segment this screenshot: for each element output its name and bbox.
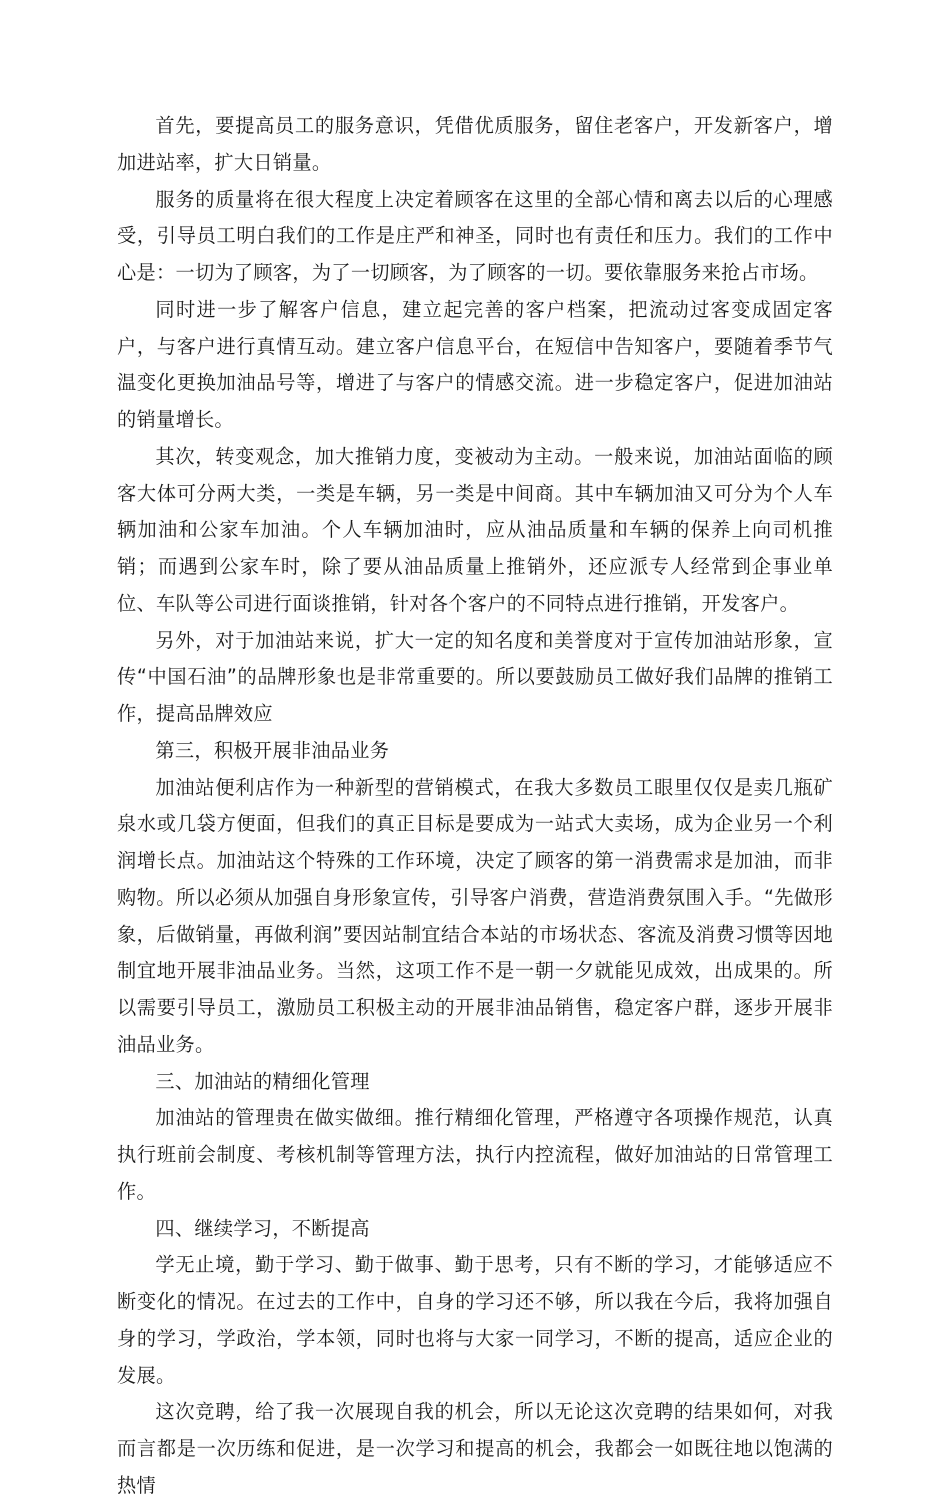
paragraph-customer-records: 同时进一步了解客户信息，建立起完善的客户档案，把流动过客变成固定客户，与客户进行真情互动。建立客户信息平台，在短信中告知客户，要随着季节气温变化更换加油品号等，增进了与客户的情感交流。进一步稳定客户，促进加油站的销量增长。 bbox=[117, 297, 833, 431]
paragraph-fine-management: 加油站的管理贵在做实做细。推行精细化管理，严格遵守各项操作规范，认真执行班前会制度、考核机制等管理方法，执行内控流程，做好加油站的日常管理工作。 bbox=[117, 1106, 833, 1203]
paragraph-competition-closing: 这次竞聘，给了我一次展现自我的机会，所以无论这次竞聘的结果如何，对我而言都是一次历练和促进，是一次学习和提高的机会，我都会一如既往地以饱满的热情 bbox=[117, 1400, 833, 1497]
paragraph-service-awareness: 首先，要提高员工的服务意识，凭借优质服务，留住老客户，开发新客户，增加进站率，扩大日销量。 bbox=[117, 114, 833, 174]
heading-continuous-learning: 四、继续学习，不断提高 bbox=[155, 1216, 370, 1240]
paragraph-active-marketing: 其次，转变观念，加大推销力度，变被动为主动。一般来说，加油站面临的顾客大体可分两大类，一类是车辆，另一类是中间商。其中车辆加油又可分为个人车辆加油和公家车加油。个人车辆加油时，应从油品质量和车辆的保养上向司机推销；而遇到公家车时，除了要从油品质量上推销外，还应派专人经常到企事业单位、车队等公司进行面谈推销，针对各个客户的不同特点进行推销，开发客户。 bbox=[117, 444, 833, 615]
paragraph-convenience-store: 加油站便利店作为一种新型的营销模式，在我大多数员工眼里仅仅是卖几瓶矿泉水或几袋方便面，但我们的真正目标是要成为一站式大卖场，成为企业另一个利润增长点。加油站这个特殊的工作环境，决定了顾客的第一消费需求是加油，而非购物。所以必须从加强自身形象宣传，引导客户消费，营造消费氛围入手。“先做形象，后做销量，再做利润”要因站制宜结合本站的市场状态、客流及消费习惯等因地制宜地开展非油品业务。当然，这项工作不是一朝一夕就能见成效，出成果的。所以需要引导员工，激励员工积极主动的开展非油品销售，稳定客户群，逐步开展非油品业务。 bbox=[117, 775, 833, 1056]
paragraph-continuous-learning: 学无止境，勤于学习、勤于做事、勤于思考，只有不断的学习，才能够适应不断变化的情况。在过去的工作中，自身的学习还不够，所以我在今后，我将加强自身的学习，学政治，学本领，同时也将与大家一同学习，不断的提高，适应企业的发展。 bbox=[117, 1253, 833, 1387]
paragraph-service-quality: 服务的质量将在很大程度上决定着顾客在这里的全部心情和离去以后的心理感受，引导员工明白我们的工作是庄严和神圣，同时也有责任和压力。我们的工作中心是：一切为了顾客，为了一切顾客，为了顾客的一切。要依靠服务来抢占市场。 bbox=[117, 187, 833, 284]
paragraph-brand-image: 另外，对于加油站来说，扩大一定的知名度和美誉度对于宣传加油站形象，宣传“中国石油”的品牌形象也是非常重要的。所以要鼓励员工做好我们品牌的推销工作，提高品牌效应 bbox=[117, 628, 833, 725]
heading-non-oil-business: 第三，积极开展非油品业务 bbox=[155, 738, 390, 762]
document-page bbox=[117, 108, 833, 1505]
heading-fine-management: 三、加油站的精细化管理 bbox=[155, 1069, 370, 1093]
